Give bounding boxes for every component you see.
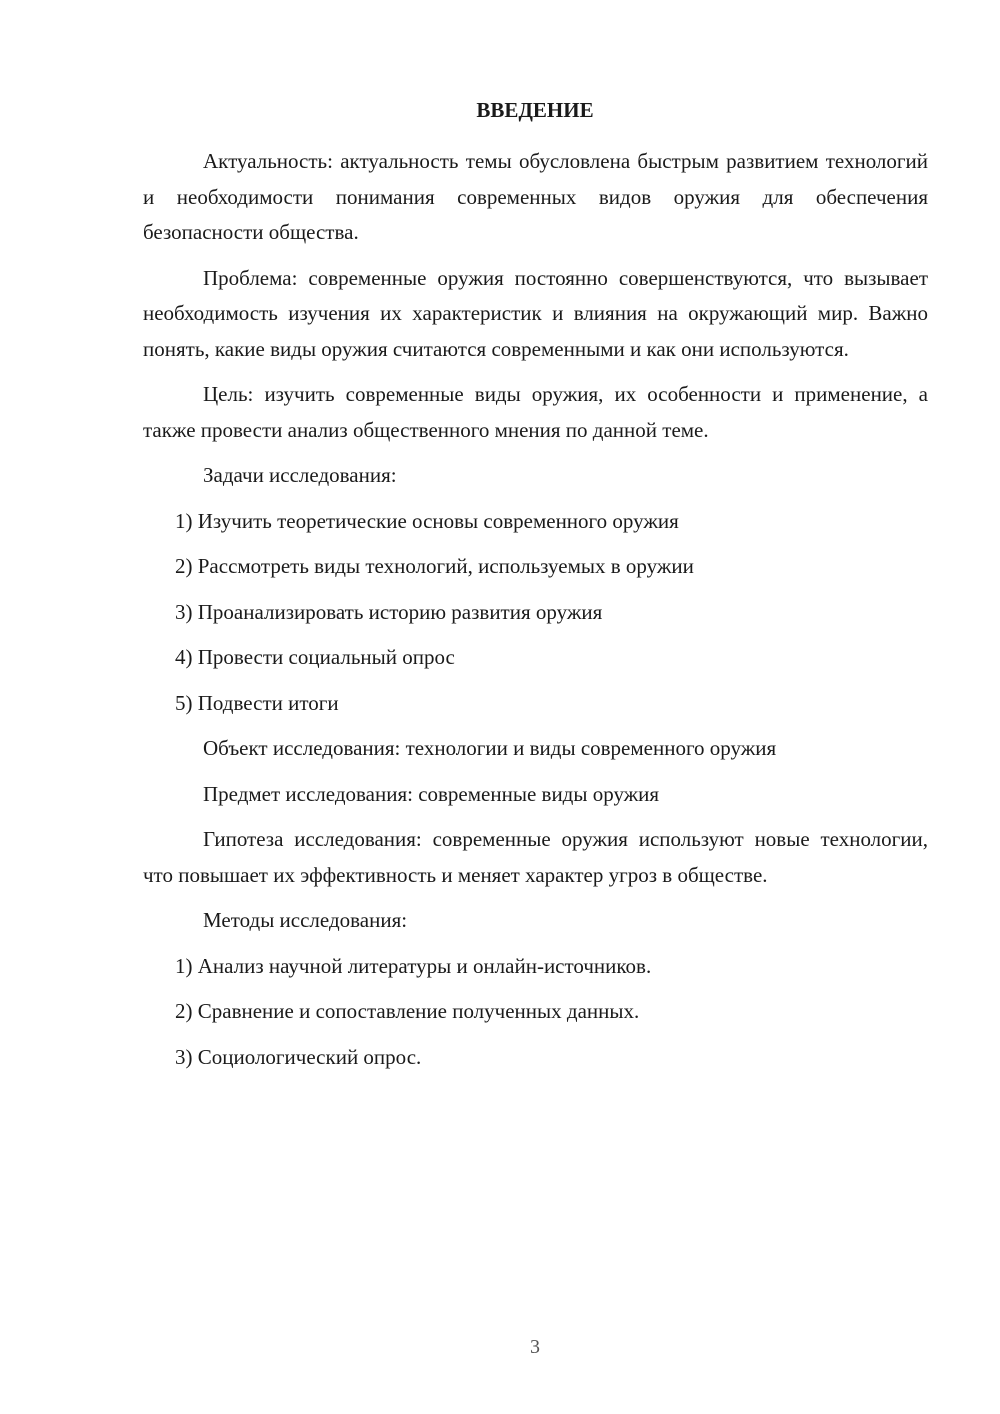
object-paragraph: Объект исследования: технологии и виды современного оружия bbox=[203, 736, 777, 760]
list-item: 1) Анализ научной литературы и онлайн-источников. bbox=[175, 953, 652, 978]
subject-paragraph: Предмет исследования: современные виды оружия bbox=[203, 781, 660, 806]
list-item: 3) Социологический опрос. bbox=[175, 1044, 422, 1069]
methods-title: Методы исследования: bbox=[203, 908, 408, 932]
goal-paragraph: Цель: изучить современные виды оружия, их особенности и применение, а также провести анализ общественного мнения по данной теме. bbox=[143, 382, 928, 442]
list-item: 2) Рассмотреть виды технологий, используемых в оружии bbox=[175, 554, 694, 578]
problem-paragraph: Проблема: современные оружия постоянно совершенствуются, что вызывает необходимость изучения их характеристик и влияния на окружающий мир. Важно понять, какие виды оружия считаются современными и как они используются. bbox=[143, 265, 928, 361]
list-item: 1) Изучить теоретические основы современного оружия bbox=[175, 508, 679, 533]
methods-list bbox=[143, 949, 928, 1076]
list-item: 3) Проанализировать историю развития оружия bbox=[175, 599, 603, 624]
tasks-list bbox=[143, 504, 928, 722]
list-item: 4) Провести социальный опрос bbox=[175, 645, 455, 669]
relevance-paragraph: Актуальность: актуальность темы обусловлена быстрым развитием технологий и необходимости понимания современных видов оружия для обеспечения безопасности общества. bbox=[143, 149, 928, 244]
page-number: 3 bbox=[530, 1336, 540, 1358]
document-body bbox=[143, 144, 928, 1085]
list-item: 2) Сравнение и сопоставление полученных данных. bbox=[175, 999, 640, 1023]
page-title: ВВЕДЕНИЕ bbox=[476, 98, 594, 122]
tasks-title: Задачи исследования: bbox=[203, 463, 397, 487]
hypothesis-paragraph: Гипотеза исследования: современные оружия используют новые технологии, что повышает их эффективность и меняет характер угроз в обществе. bbox=[143, 827, 928, 887]
list-item: 5) Подвести итоги bbox=[175, 690, 339, 715]
